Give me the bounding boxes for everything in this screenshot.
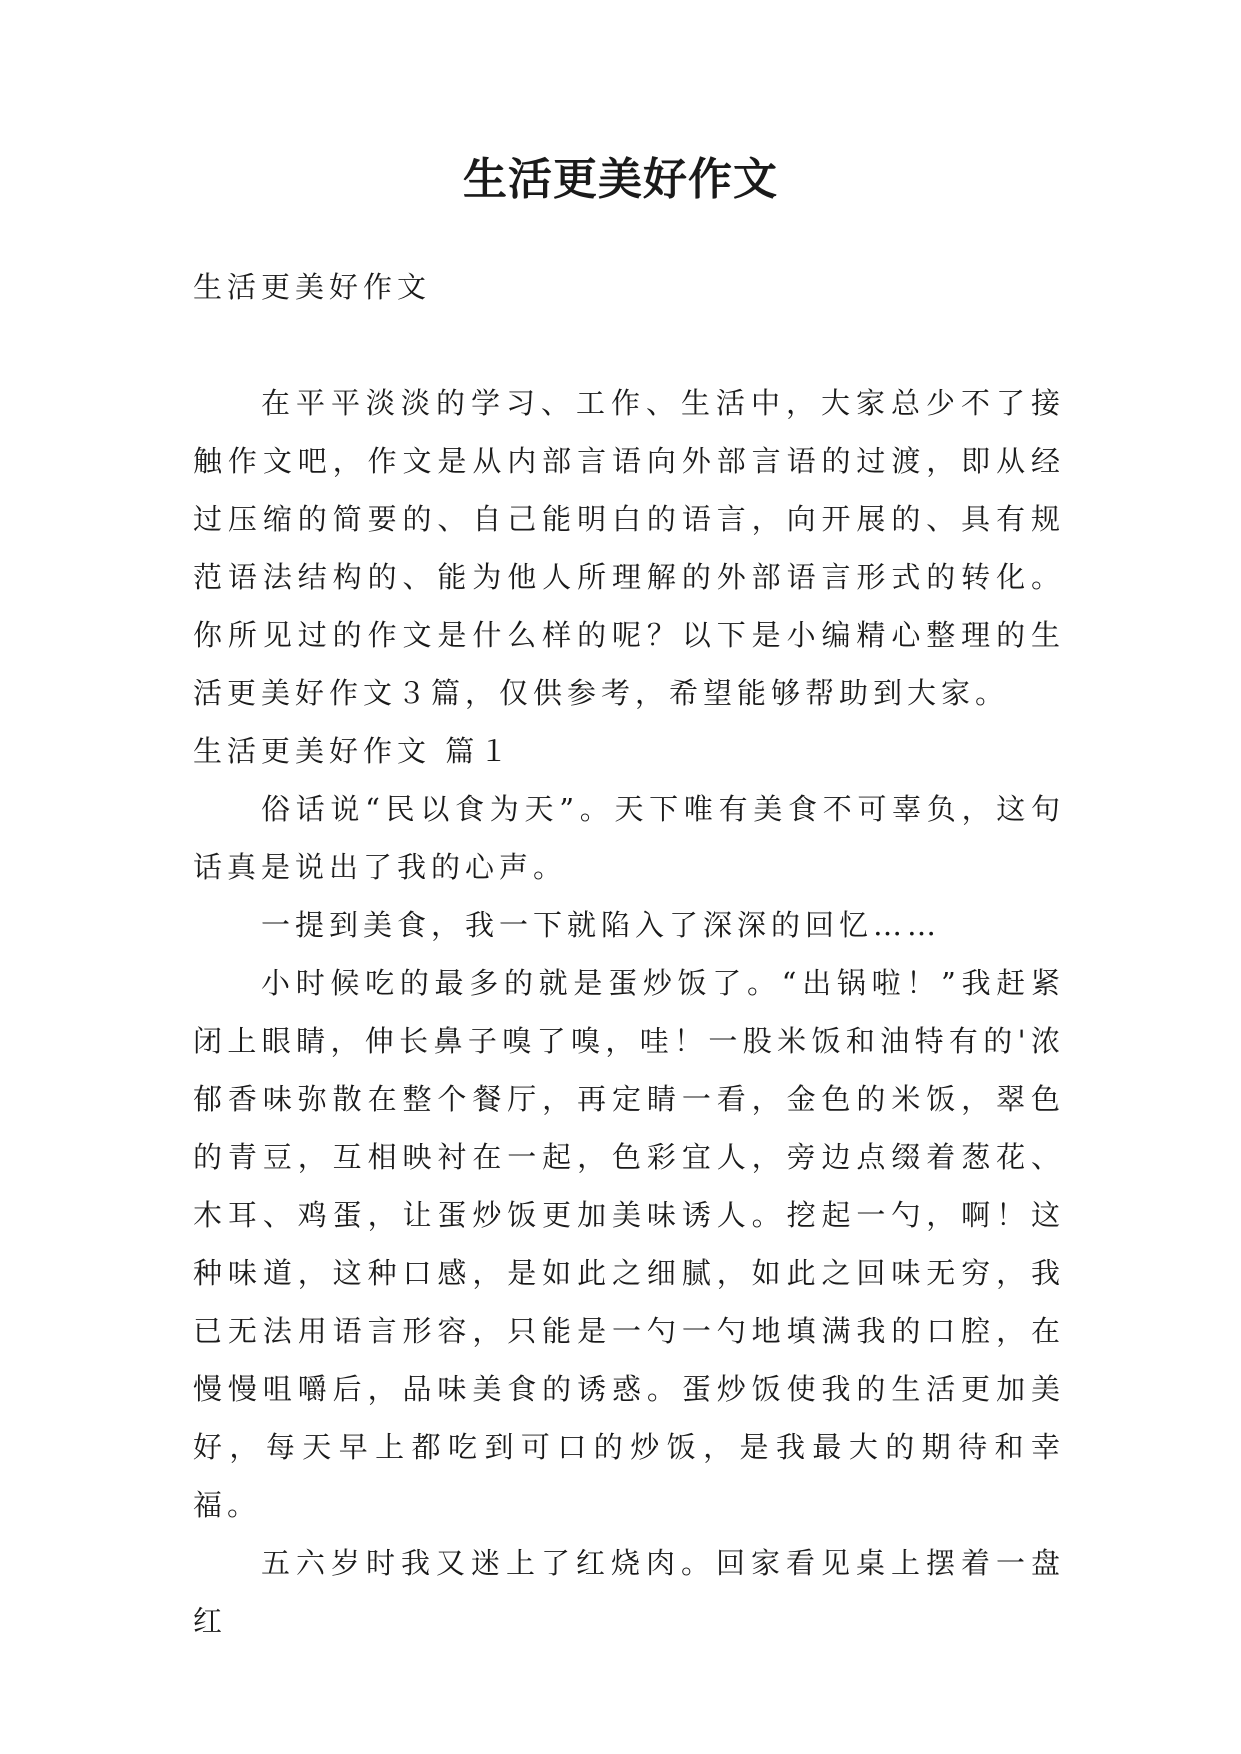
spacer (193, 316, 1065, 374)
document-body (193, 258, 1065, 1650)
intro-paragraph: 在平平淡淡的学习、工作、生活中，大家总少不了接触作文吧，作文是从内部言语向外部言语的过渡，即从经过压缩的简要的、自己能明白的语言，向开展的、具有规范语法结构的、能为他人所理解的外部语言形式的转化。你所见过的作文是什么样的呢？以下是小编精心整理的生活更美好作文３篇，仅供参考，希望能够帮助到大家。 (193, 386, 1065, 710)
body-paragraph: 俗话说“民以食为天”。天下唯有美食不可辜负，这句话真是说出了我的心声。 (193, 792, 1065, 884)
body-paragraph: 小时候吃的最多的就是蛋炒饭了。“出锅啦！”我赶紧闭上眼睛，伸长鼻子嗅了嗅，哇！一股米饭和油特有的'浓郁香味弥散在整个餐厅，再定睛一看，金色的米饭，翠色的青豆，互相映衬在一起，色彩宜人，旁边点缀着葱花、木耳、鸡蛋，让蛋炒饭更加美味诱人。挖起一勺，啊！这种味道，这种口感，是如此之细腻，如此之回味无穷，我已无法用语言形容，只能是一勺一勺地填满我的口腔，在慢慢咀嚼后，品味美食的诱惑。蛋炒饭使我的生活更加美好，每天早上都吃到可口的炒饭，是我最大的期待和幸福。 (193, 966, 1065, 1522)
body-paragraph: 五六岁时我又迷上了红烧肉。回家看见桌上摆着一盘红 (193, 1546, 1065, 1638)
document-title: 生活更美好作文 (463, 154, 778, 205)
section-heading: 生活更美好作文 篇１ (193, 734, 514, 768)
body-paragraph: 一提到美食，我一下就陷入了深深的回忆…… (261, 908, 942, 942)
document-subtitle: 生活更美好作文 (193, 270, 432, 304)
